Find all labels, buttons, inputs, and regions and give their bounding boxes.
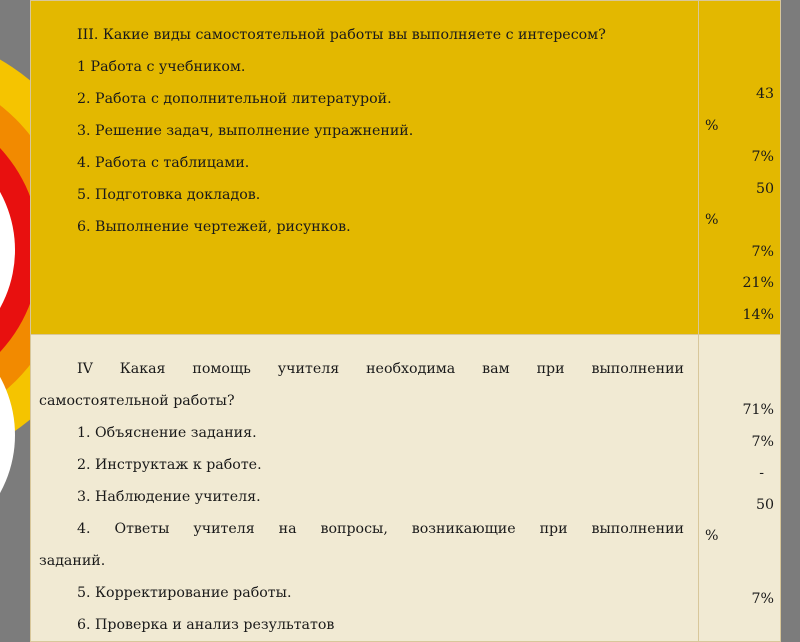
percentage-value: 71% xyxy=(742,402,774,418)
percentage-value: - xyxy=(759,465,764,481)
question-cell xyxy=(31,1,699,335)
question-heading-continued: самостоятельной работы? xyxy=(39,393,235,409)
percentage-value: 7% xyxy=(751,433,774,450)
percentage-value: 14% xyxy=(742,306,774,323)
answer-option: 5. Корректирование работы. xyxy=(77,585,292,601)
percentage-value: 43 xyxy=(755,86,774,102)
question-heading: III. Какие виды самостоятельной работы вы выполняете с интересом? xyxy=(77,27,606,43)
percentage-value: % xyxy=(705,212,719,228)
question-cell xyxy=(31,335,699,642)
answer-option: 6. Проверка и анализ результатов xyxy=(77,617,335,633)
answer-option: 2. Инструктаж к работе. xyxy=(77,457,262,473)
answer-option: 3. Решение задач, выполнение упражнений. xyxy=(77,123,414,139)
survey-results-table xyxy=(30,0,781,642)
percentage-value: % xyxy=(705,117,719,134)
table-row-section-3 xyxy=(31,1,781,335)
question-heading: IV Какая помощь учителя необходима вам при выполнении xyxy=(77,361,684,377)
answer-option: 4. Ответы учителя на вопросы, возникающие при выполнении xyxy=(77,521,684,537)
percentage-cell xyxy=(699,1,781,335)
table-row-section-4 xyxy=(31,335,781,642)
answer-option: 1 Работа с учебником. xyxy=(77,59,246,75)
percentage-value: 7% xyxy=(751,243,774,260)
percentage-value: % xyxy=(705,528,719,544)
percentage-value: 7% xyxy=(751,149,774,165)
answer-option: 6. Выполнение чертежей, рисунков. xyxy=(77,219,351,235)
answer-option: 5. Подготовка докладов. xyxy=(77,187,261,203)
answer-option-continued: заданий. xyxy=(39,553,106,569)
percentage-value: 50 xyxy=(755,180,774,197)
spacer xyxy=(705,553,774,585)
percentage-cell xyxy=(699,335,781,642)
answer-option: 1. Объяснение задания. xyxy=(77,425,257,441)
percentage-value: 7% xyxy=(751,591,774,607)
percentage-value: 21% xyxy=(742,275,774,291)
answer-option: 4. Работа с таблицами. xyxy=(77,155,250,171)
answer-option: 2. Работа с дополнительной литературой. xyxy=(77,91,392,107)
answer-option: 3. Наблюдение учителя. xyxy=(77,489,261,505)
percentage-value: 50 xyxy=(755,496,774,513)
